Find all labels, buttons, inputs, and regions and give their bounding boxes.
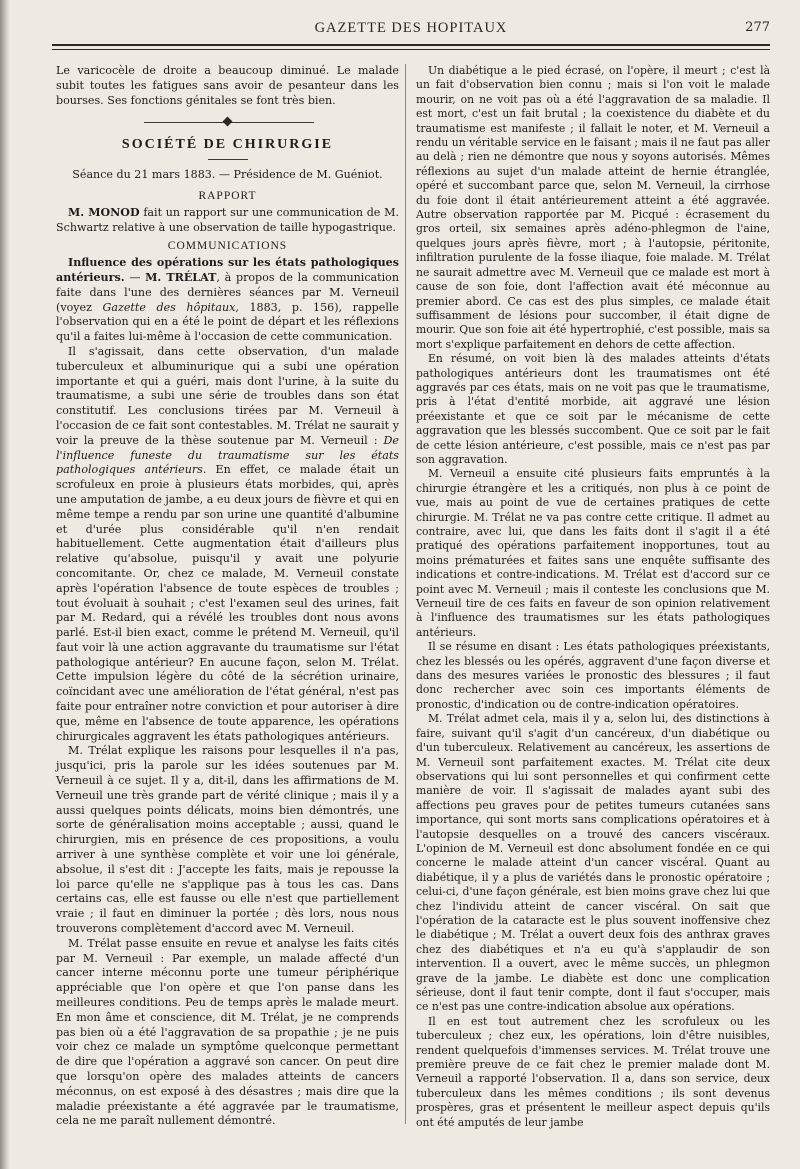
influence-author: M. TRÉLAT — [145, 270, 217, 284]
page-header — [52, 17, 770, 41]
rapport-text: fait un rapport sur une communication de M. Schwartz relative à une observation de taille hypogastrique. — [56, 205, 399, 234]
session-line: Séance du 21 mars 1883. — Présidence de M. Guéniot. — [72, 168, 383, 182]
body-paragraph-2 — [56, 345, 399, 745]
influence-reference: Gazette des hôpitaux — [102, 300, 236, 314]
header-rule-thin — [52, 49, 770, 50]
ornament-divider — [56, 116, 399, 128]
right-paragraph-5: M. Trélat admet cela, mais il y a, selon lui, des distinctions à faire, suivant qu'il s'agit d'un cancéreux, d'un diabétique ou d'un tuberculeux. Relativement au cancéreux, les assertions de M. Verneuil sont parfaitement exactes. M. Trélat cite deux observations qui lui sont personnelles et qui confirment cette manière de voir. Il s'agissait de malades ayant subi des affections peu graves pour de petites tumeurs cutanées sans importance, qui sont morts sans complications opératoires et à l'autopsie desquelles on a trouvé des cancers viscéraux. L'opinion de M. Verneuil est donc absolument fondée en ce qui concerne le malade atteint d'un cancer viscéral. Quant au diabétique, il y a plus de variétés dans le pronostic opératoire ; celui-ci, d'une façon générale, est bien moins grave chez lui que chez l'individu atteint de cancer viscéral. On sait que l'opération de la cataracte est le plus souvent inoffensive chez le diabétique ; M. Trélat a ouvert deux fois des anthrax graves chez des diabétiques et n'a eu qu'à s'applaudir de son intervention. Il a ouvert, avec le même succès, un phlegmon grave de la jambe. Le diabète est donc une complication sérieuse, dont il faut tenir compte, dont il faut s'occuper, mais ce n'est pas une contre-indication absolue aux opérations. — [416, 712, 770, 1014]
right-paragraph-6: Il en est tout autrement chez les scrofuleux ou les tuberculeux ; chez eux, les opérations, loin d'être nuisibles, rendent quelquefois d'immenses services. M. Trélat trouve une première preuve de ce fait chez le premier malade dont M. Verneuil a rapporté l'observation. Il a, dans son service, deux tuberculeux dans les mêmes conditions ; ils sont devenus prospères, gras et présentent le meilleur aspect depuis qu'ils ont été amputés de leur jambe — [416, 1014, 770, 1129]
page-binding-edge — [0, 0, 10, 1169]
rapport-author: M. MONOD — [68, 205, 140, 219]
right-paragraph-1: Un diabétique a le pied écrasé, on l'opère, il meurt ; c'est là un fait d'observation bien connu ; mais si l'on voit le malade mourir, on ne voit pas où a été l'aggravation de sa maladie. Il est mort, c'est un fait brutal ; la coexistence du diabète et du traumatisme est manifeste ; il fallait le noter, et M. Verneuil a rendu un véritable service en le faisant ; mais il ne faut pas aller au delà ; rien ne démontre que nous y soyons autorisés. Mêmes réflexions au sujet d'un malade atteint de hernie étranglée, opéré et succombant parce que, selon M. Verneuil, la cirrhose du foie dont il était antérieurement atteint a été aggravée. Autre observation rapportée par M. Picqué : écrasement du gros orteil, six semaines après adéno-phlegmon de l'aine, quelques jours après fièvre, mort ; à l'autopsie, péritonite, infiltration purulente de la fosse iliaque, foie malade. M. Trélat ne saurait admettre avec M. Verneuil que ce malade est mort à cause de son foie, dont l'affection avait été méconnue au premier abord. Ce cas est des plus simples, ce malade était suffisamment de lésions pour succomber, il était digne de mourir. Que son foie ait été hypertrophié, c'est possible, mais sa mort s'explique parfaitement en dehors de cette affection. — [416, 64, 771, 351]
header-rule-thick — [52, 44, 770, 46]
left-column — [56, 64, 399, 1129]
influence-text-1: , à propos de la communication faite dans l'une des dernières séances par M. Verneuil (voyez — [56, 270, 399, 314]
body-paragraph-4: M. Trélat passe ensuite en revue et analyse les faits cités par M. Verneuil : Par exemple, un malade affecté d'un cancer interne méconnu porte une tumeur périphérique appréciable que l'on opère et que l'on panse dans les meilleures conditions. Peu de temps après le malade meurt. En mon âme et conscience, dit M. Trélat, je ne comprends pas bien où a été l'aggravation de sa propathie ; je ne puis voir chez ce malade un symptôme quelconque permettant de dire que l'opération a aggravé son cancer. On peut dire que lorsqu'on opère des malades atteints de cancers méconnus, on est exposé à des désastres ; mais dire que la maladie préexistante a été aggravée par le traumatisme, cela ne me paraît nullement démontré. — [56, 936, 399, 1128]
paragraph-2-start: Il s'agissait, dans cette observation, d'un malade tuberculeux et albuminurique qui a subi une opération importante et qui a guéri, mais dont l'urine, à la suite du traumatisme, a subi une série de troubles dans son état constitutif. Les conclusions tirées par M. Verneuil à l'occasion de ce fait sont contestables. M. Trélat ne saurait y voir la preuve de la thèse soutenue par M. Verneuil : — [56, 344, 399, 447]
right-paragraph-4: Il se résume en disant : Les états pathologiques préexistants, chez les blessés ou les opérés, aggravent d'une façon diverse et dans des mesures variées le pronostic des blessures ; il faut donc rechercher avec soin ces importants éléments de pronostic, d'indication ou de contre-indication opératoires. — [416, 640, 770, 711]
influence-paragraph — [56, 256, 399, 345]
column-divider — [405, 64, 406, 1124]
page-number: 277 — [745, 20, 770, 35]
right-column — [416, 64, 770, 1130]
influence-dash: — — [124, 270, 146, 284]
section-title: SOCIÉTÉ DE CHIRURGIE — [121, 137, 334, 153]
diamond-ornament-icon — [223, 117, 233, 127]
influence-text-2: , 1883, p. 156), rappelle l'observation qui en a été le point de départ et les réflexions qu'il a faites lui-même à l'occasion de cette communication. — [56, 300, 399, 344]
journal-title: GAZETTE DES HOPITAUX — [314, 20, 508, 36]
influence-title: Influence des opérations sur les états pathologiques antérieurs. — [56, 256, 399, 284]
paragraph-2-end: . En effet, ce malade était un scrofuleux en proie à plusieurs états morbides, qui, après une amputation de jambe, a eu deux jours de fièvre et qui en même tempe a rendu par son urine une quantité d'albumine et d'urée plus considérable qu'il n'en rendait habituellement. Cette augmentation était d'ailleurs plus relative qu'absolue, puisqu'il y avait une polyurie concomitante. Or, chez ce malade, M. Verneuil constate après l'opération l'absence de toute espèces de troubles ; tout évoluait à souhait ; c'est l'examen seul des urines, fait par M. Redard, qui a révélé les troubles dont nous avons parlé. Est-il bien exact, comme le prétend M. Verneuil, qu'il faut voir là une action aggravante du traumatisme sur l'état pathologique antérieur? En aucune façon, selon M. Trélat. Cette impulsion légère du côté de la sécrétion urinaire, coïncidant avec une amélioration de l'état général, n'est pas faite pour entraîner notre conviction et pour autoriser à dire que, même en l'absence de toute apparence, les opérations chirurgicales aggravent les états pathologiques antérieurs. — [56, 463, 399, 743]
short-divider — [208, 159, 248, 160]
intro-paragraph: Le varicocèle de droite a beaucoup diminué. Le malade subit toutes les fatigues sans avoir de pesanteur dans les bourses. Ses fonctions génitales se font très bien. — [56, 64, 399, 107]
body-paragraph-3: M. Trélat explique les raisons pour lesquelles il n'a pas, jusqu'ici, pris la parole sur les idées soutenues par M. Verneuil à ce sujet. Il y a, dit-il, dans les affirmations de M. Verneuil une très grande part de vérité clinique ; mais il y a aussi quelques points délicats, moins bien démontrés, une sorte de généralisation moins acceptable ; aussi, quand le chirurgien, mis en présence de ces propositions, a voulu arriver à une synthèse complète et voir une loi générale, absolue, il s'est dit : J'accepte les faits, mais je repousse la loi parce qu'elle ne s'applique pas à tous les cas. Dans certains cas, elle est fausse ou elle n'est que partiellement vraie ; il faut en diminuer la portée ; dès lors, nous nous trouverons complètement d'accord avec M. Verneuil. — [56, 744, 399, 936]
thesis-title: De l'influence funeste du traumatisme sur les états pathologiques antérieurs — [56, 433, 399, 477]
right-paragraph-3: M. Verneuil a ensuite cité plusieurs faits empruntés à la chirurgie étrangère et les a critiqués, non plus à ce point de vue, mais au point de vue de certaines pratiques de cette chirurgie. M. Trélat ne va pas contre cette critique. Il admet au contraire, avec lui, que dans les faits dont il s'agit il a été pratiqué des opérations parfaitement inopportunes, tout au moins prématurées et faites sans une enquête suffisante des indications et contre-indications. M. Trélat est d'accord sur ce point avec M. Verneuil ; mais il conteste les conclusions que M. Verneuil tire de ces faits en faveur de son opinion relativement à l'influence des traumatismes sur les états pathologiques antérieurs. — [416, 467, 770, 639]
communications-heading: COMMUNICATIONS — [167, 240, 288, 253]
rapport-heading: RAPPORT — [198, 189, 257, 202]
right-paragraph-2: En résumé, on voit bien là des malades atteints d'états pathologiques antérieurs dont les traumatismes ont été aggravés par ces états, mais on ne voit pas que le traumatisme, pris à l'état d'entité morbide, ait aggravé une lésion préexistante et que ce soit par le mécanisme de cette aggravation que les blessés succombent. Que ce soit par le fait de cette lésion antérieure, c'est possible, mais ce n'est pas par son aggravation. — [416, 352, 770, 466]
rapport-paragraph — [56, 206, 399, 236]
